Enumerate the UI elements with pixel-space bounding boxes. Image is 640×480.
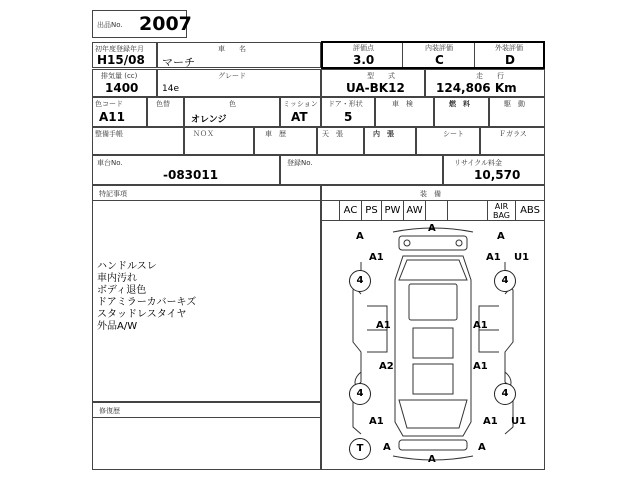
damage-mark: A1 [369,252,384,263]
score-value: 3.0 [353,53,375,67]
damage-mark: A1 [486,252,501,263]
lot-box [92,10,192,38]
colorcode-value: A11 [99,110,125,124]
drive-cell: 駆 動 [489,97,545,127]
equip-item [448,201,488,220]
inspection-cell: 車 検 [375,97,434,127]
cc-cell: 排気量 (cc) 1400 [92,69,157,97]
damage-mark: A [497,231,505,242]
note-line: スタッドレスタイヤ [97,309,187,320]
note-line: 車内汚れ [97,273,137,284]
glass-cell: Ｆガラス [480,127,545,155]
note-line: ボディ退色 [97,285,147,296]
cc-value: 1400 [105,81,139,95]
equip-item: AW [404,201,426,220]
color-value: オレンジ [191,115,227,125]
colorchange-cell: 色替 [147,97,184,127]
fuel-cell: 燃 料 [434,97,489,127]
name-cell: 車 名 マーチ [157,42,321,68]
grade-cell: グレード 14e [157,69,321,97]
equip-item: PW [382,201,404,220]
repair-box: 修復歴 [92,402,321,470]
equip-item [426,201,448,220]
equip-item [322,201,340,220]
manual-cell: 整備手帳 [92,127,184,155]
notes-box: 特記事項 [92,185,321,402]
equip-item: AC [340,201,362,220]
tire-rear-left: 4 [349,383,371,405]
damage-mark: A [383,442,391,453]
note-line: ドアミラーカバーキズ [97,297,197,308]
mission-value: AT [291,110,308,124]
model-value: UA-BK12 [346,81,405,95]
damage-mark: A2 [379,361,394,372]
year-cell: 初年度登録年月 H15/08 [92,42,157,68]
history-cell: 車 歴 [254,127,317,155]
damage-mark: A1 [483,416,498,427]
damage-mark: A1 [473,361,488,372]
color-cell: 色 オレンジ [184,97,280,127]
interior2-cell: 内 張 [364,127,416,155]
sunroof-cell: 天 張 [317,127,364,155]
damage-mark: U1 [511,416,527,427]
name-value: マーチ [162,56,195,69]
tire-front-left: 4 [349,270,371,292]
damage-mark: A [428,454,436,465]
chassis-value: -083011 [163,168,219,182]
exterior-value: D [505,53,515,67]
equip-item: ABS [520,205,540,216]
recycle-cell: リサイクル料金 10,570 [443,155,545,185]
nox-cell: ＮＯＸ [184,127,254,155]
mileage-value: 124,806 Km [436,81,517,95]
seat-cell: シート [416,127,480,155]
equipment-box: 装 備 AC PS PW AW AIR BAG ABS [321,185,545,470]
lot-label: 出品No. [97,21,123,29]
colorcode-cell: 色コード A11 [92,97,147,127]
equip-item: AIR BAG [488,201,516,220]
chassis-cell: 車台No. -083011 [92,155,280,185]
interior-value: C [435,53,444,67]
damage-mark: A1 [473,320,488,331]
equip-item: PS [362,201,382,220]
score-sub: 評価点 3.0 [323,43,403,67]
exterior-sub: 外装評価 D [475,43,543,67]
model-cell: 型 式 UA-BK12 [321,69,425,97]
damage-mark: A1 [376,320,391,331]
repair-header-line [93,417,320,418]
damage-mark: A [478,442,486,453]
damage-mark: A1 [369,416,384,427]
damage-mark: U1 [514,252,530,263]
tire-rear-right: 4 [494,383,516,405]
reg-cell: 登録No. [280,155,443,185]
tire-front-right: 4 [494,270,516,292]
lot-number: 2007 [139,13,192,35]
year-value: H15/08 [97,53,145,67]
spare-tire-mark: T [349,438,371,460]
note-line: ハンドルスレ [97,261,157,272]
damage-mark: A [356,231,364,242]
grade-value: 14e [162,84,179,94]
doors-cell: ドア・形状 5 [321,97,375,127]
recycle-value: 10,570 [474,168,521,182]
equipment-row [322,201,544,221]
interior-sub: 内装評価 C [403,43,475,67]
damage-mark: A [428,223,436,234]
mileage-cell: 走 行 124,806 Km [425,69,545,97]
doors-value: 5 [344,110,353,124]
mission-cell: ミッション AT [280,97,321,127]
notes-header-line [93,200,320,201]
car-diagram [321,222,545,470]
note-line: 外品A/W [97,321,138,332]
